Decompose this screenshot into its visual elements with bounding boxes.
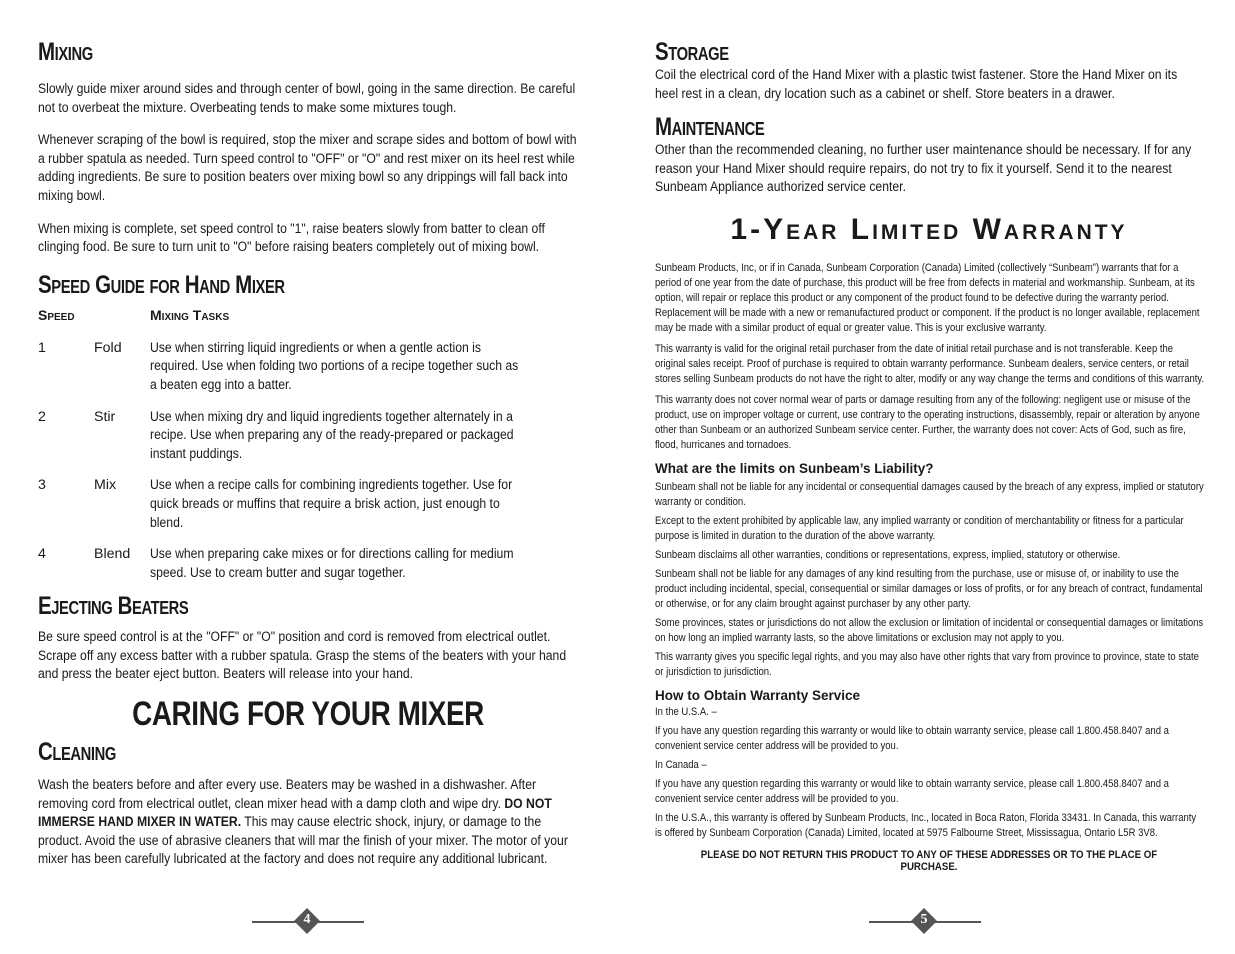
service-paragraph: In the U.S.A., this warranty is offered by Sunbeam Products, Inc., located in Boca Raton, Florida 33431. In Canada, this warranty is offered by Sunbeam Corporation (Canada) Limited, located at 5975 Falbourne Street, Mississagua, Ontario L5R 3V8.: [655, 811, 1197, 839]
maintenance-paragraph: Other than the recommended cleaning, no further user maintenance should be necessary. If for any reason your Hand Mixer should require repairs, do not try to fix it yourself. Send it to the nearest Sunbeam Appliance authorized service center.: [655, 142, 1192, 196]
speed-description: Use when stirring liquid ingredients or when a gentle action is required. Use when folding two portions of a recipe together such as a beaten egg into a batter.: [150, 339, 519, 393]
liability-paragraph: Except to the extent prohibited by applicable law, any implied warranty or condition of merchantability or fitness for a particular purpose is limited in duration to the duration of the above warranty.: [655, 514, 1184, 542]
service-paragraph: If you have any question regarding this warranty or would like to obtain warranty service, please call 1.800.458.8407 and a convenient service center address will be provided to you.: [655, 724, 1169, 752]
cleaning-paragraph: [38, 776, 585, 869]
warranty-paragraph: This warranty does not cover normal wear of parts or damage resulting from any of the following: negligent use or misuse of the product, use on improper voltage or current, use contrary to the operating instructions, disassembly, repair or alteration by anyone other than Sunbeam or an authorized Sunbeam service center. Further, the warranty does not cover: Acts of God, such as fire, flood, hurricanes and tornadoes.: [655, 393, 1200, 451]
cleaning-warning: DO NOT IMMERSE HAND MIXER IN WATER.: [38, 795, 552, 831]
mixing-paragraph-2: Whenever scraping of the bowl is required, stop the mixer and scrape sides and bottom of bowl with a rubber spatula as needed. Turn speed control to "OFF" or "O" and rest mixer on its heel rest while adding ingredients. Be sure to position beaters over mixing bowl so any drippings will fall back into mixing bowl.: [38, 132, 577, 204]
warranty-title: 1-Year Limited Warranty: [730, 212, 1128, 246]
speed-number: 2: [38, 408, 46, 425]
storage-heading: Storage: [655, 38, 729, 66]
speed-number: 3: [38, 477, 46, 494]
liability-paragraph: Sunbeam shall not be liable for any incidental or consequential damages caused by the breach of any express, implied or statutory warranty or condition.: [655, 480, 1204, 508]
page-number-ornament: [252, 908, 364, 936]
mixing-paragraph-1: Slowly guide mixer around sides and through center of bowl, going in the same direction. Be careful not to overbeat the mixture. Overbeating tends to make some mixtures tough.: [38, 81, 576, 116]
page-number: 5: [920, 912, 928, 927]
mixing-paragraph-3: When mixing is complete, set speed control to "1", raise beaters slowly from batter to clean off clinging food. Be sure to turn unit to "O" before raising beaters completely out of mixing bowl.: [38, 220, 545, 256]
speed-table-header: [38, 307, 586, 323]
liability-paragraph: Sunbeam disclaims all other warranties, conditions or representations, express, implied, statutory or otherwise.: [655, 548, 1121, 561]
speed-row: [38, 476, 586, 532]
left-column: [38, 38, 586, 869]
right-page: [617, 0, 1235, 954]
cleaning-heading: Cleaning: [38, 738, 116, 767]
liability-paragraph: This warranty gives you specific legal rights, and you may also have other rights that vary from province to province, state to state or jurisdiction to jurisdiction.: [655, 650, 1199, 678]
cleaning-text-a: Wash the beaters before and after every use. Beaters may be washed in a dishwasher. After removing cord from electrical outlet, clean mixer head with a damp cloth and wipe dry.: [38, 777, 537, 812]
return-notice: PLEASE DO NOT RETURN THIS PRODUCT TO ANY OF THESE ADDRESSES OR TO THE PLACE OF PURCHASE.: [700, 848, 1158, 873]
mixing-heading: Mixing: [38, 38, 93, 66]
storage-paragraph: Coil the electrical cord of the Hand Mixer with a plastic twist fastener. Store the Hand Mixer on its heel rest in a clean, dry location such as a cabinet or shelf. Store beaters in a drawer.: [655, 67, 1178, 102]
cleaning-text-b: This may cause electric shock, injury, or damage to the product. Avoid the use of abrasive cleaners that will mar the finish of your mixer. The motor of your mixer has been carefully lubricated at the factory and does not require any additional lubricant.: [38, 814, 568, 868]
speed-name: Mix: [94, 477, 117, 494]
speed-row: [38, 545, 586, 582]
speed-column-header: Speed: [38, 306, 75, 323]
maintenance-heading: Maintenance: [655, 113, 765, 142]
service-usa-label: In the U.S.A. –: [655, 705, 717, 718]
ejecting-heading: Ejecting Beaters: [38, 592, 189, 621]
speed-row: [38, 408, 586, 464]
service-canada-label: In Canada –: [655, 758, 707, 771]
service-paragraph: If you have any question regarding this warranty or would like to obtain warranty service, please call 1.800.458.8407 and a convenient service center address will be provided to you.: [655, 777, 1169, 805]
speed-name: Stir: [94, 408, 116, 425]
caring-title: CARING FOR YOUR MIXER: [132, 695, 484, 734]
speed-description: Use when preparing cake mixes or for directions calling for medium speed. Use to cream butter and sugar together.: [150, 546, 514, 581]
page-number: 4: [303, 912, 311, 927]
speed-name: Blend: [94, 546, 131, 563]
speed-number: 4: [38, 546, 46, 563]
ejecting-paragraph: Be sure speed control is at the "OFF" or "O" position and cord is removed from electrical outlet. Scrape off any excess batter with a rubber spatula. Grasp the stems of the beaters with your hand and press the beater eject button. Beaters will release into your hand.: [38, 629, 567, 683]
warranty-paragraph: Sunbeam Products, Inc, or if in Canada, Sunbeam Corporation (Canada) Limited (collectively “Sunbeam”) warrants that for a period of one year from the date of purchase, this product will be free from defects in material and workmanship. Sunbeam, at its option, will repair or replace this product or any component of the product found to be defective during the warranty period. Replacement will be made with a new or remanufactured product or component. If the product is no longer available, replacement may be made with a similar product of equal or greater value. This is your exclusive warranty.: [655, 261, 1200, 334]
speed-description: Use when mixing dry and liquid ingredients together alternately in a recipe. Use when preparing any of the ready-prepared or packaged instant puddings.: [150, 408, 514, 462]
service-heading: How to Obtain Warranty Service: [655, 687, 861, 703]
left-page: [0, 0, 617, 954]
liability-paragraph: Some provinces, states or jurisdictions do not allow the exclusion or limitation of incidental or consequential damages or limitations on how long an implied warranty lasts, so the above limitations or exclusion may not apply to you.: [655, 616, 1204, 644]
speed-description: Use when a recipe calls for combining ingredients together. Use for quick breads or muffins that require a brisk action, just enough to blend.: [150, 477, 513, 531]
speed-number: 1: [38, 339, 46, 356]
right-column: [655, 38, 1203, 873]
page-number-ornament: [869, 908, 981, 936]
liability-heading: What are the limits on Sunbeam’s Liability?: [655, 460, 934, 476]
liability-paragraph: Sunbeam shall not be liable for any damages of any kind resulting from the purchase, use or misuse of, or inability to use the product including incidental, special, consequential or similar damages or loss of profits, or for any breach of contract, fundamental or otherwise, or for any claim brought against purchaser by any other party.: [655, 567, 1203, 610]
speed-guide-heading: Speed Guide for Hand Mixer: [38, 270, 285, 299]
warranty-paragraph: This warranty is valid for the original retail purchaser from the date of initial retail purchase and is not transferable. Keep the original sales receipt. Proof of purchase is required to obtain warranty performance. Sunbeam dealers, service centers, or retail stores selling Sunbeam products do not have the right to alter, modify or any way change the terms and conditions of this warranty.: [655, 342, 1205, 385]
speed-row: [38, 339, 586, 395]
speed-name: Fold: [94, 339, 122, 356]
mixing-tasks-column-header: Mixing Tasks: [150, 306, 230, 323]
